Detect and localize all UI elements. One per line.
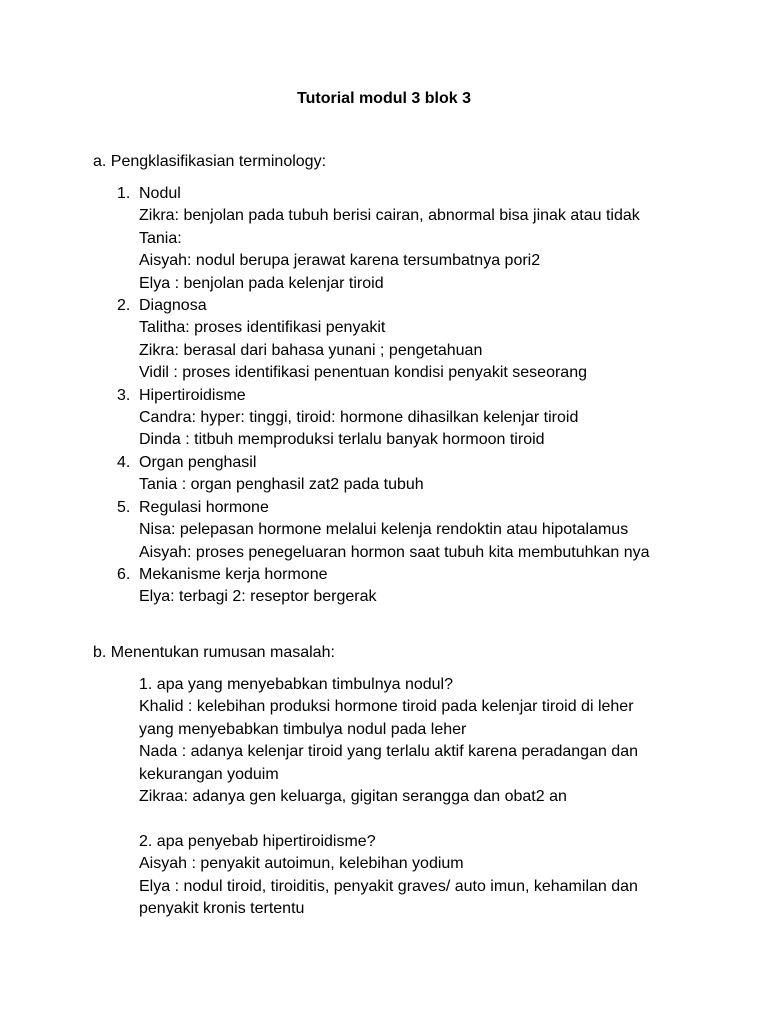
list-item — [117, 295, 717, 385]
section-a-heading: a. Pengklasifikasian terminology: — [93, 153, 327, 170]
item-line: Candra: hyper: tinggi, tiroid: hormone dihasilkan kelenjar tiroid — [139, 409, 579, 427]
item-line: Elya: terbagi 2: reseptor bergerak — [139, 588, 377, 606]
item-line: Vidil : proses identifikasi penentuan kondisi penyakit seseorang — [139, 364, 587, 382]
question-block — [139, 674, 699, 808]
item-term: Regulasi hormone — [139, 498, 269, 516]
answer-line: Zikraa: adanya gen keluarga, gigitan serangga dan obat2 an — [139, 788, 567, 806]
list-item — [117, 497, 717, 564]
list-item — [117, 452, 717, 497]
answer-line: kekurangan yoduim — [139, 765, 279, 783]
answer-line: penyakit kronis tertentu — [139, 900, 305, 918]
item-number: 5. — [117, 498, 131, 516]
item-line: Elya : benjolan pada kelenjar tiroid — [139, 274, 384, 292]
terminology-list — [117, 183, 717, 609]
answer-line: Nada : adanya kelenjar tiroid yang terlalu aktif karena peradangan dan — [139, 743, 638, 761]
list-item — [117, 564, 717, 609]
list-item — [117, 183, 717, 295]
item-number: 3. — [117, 386, 131, 404]
answer-line: Aisyah : penyakit autoimun, kelebihan yodium — [139, 855, 464, 873]
item-number: 1. — [117, 185, 131, 202]
item-line: Dinda : titbuh memproduksi terlalu banyak hormoon tiroid — [139, 431, 545, 449]
item-line: Aisyah: nodul berupa jerawat karena tersumbatnya pori2 — [139, 252, 541, 270]
item-term: Nodul — [139, 185, 181, 202]
item-number: 2. — [117, 297, 131, 315]
item-term: Diagnosa — [139, 297, 207, 315]
item-line: Tania: — [139, 229, 182, 247]
section-b-heading: b. Menentukan rumusan masalah: — [93, 644, 335, 661]
answer-line: Khalid : kelebihan produksi hormone tiroid pada kelenjar tiroid di leher — [139, 698, 634, 716]
item-line: Aisyah: proses penegeluaran hormon saat tubuh kita membutuhkan nya — [139, 543, 650, 561]
item-line: Talitha: proses identifikasi penyakit — [139, 319, 386, 337]
item-line: Nisa: pelepasan hormone melalui kelenja rendoktin atau hipotalamus — [139, 521, 629, 539]
item-term: Organ penghasil — [139, 453, 257, 471]
item-line: Zikra: berasal dari bahasa yunani ; pengetahuan — [139, 341, 483, 359]
answer-line: Elya : nodul tiroid, tiroiditis, penyakit graves/ auto imun, kehamilan dan — [139, 877, 638, 895]
item-term: Mekanisme kerja hormone — [139, 565, 328, 583]
question-title: 1. apa yang menyebabkan timbulnya nodul? — [139, 676, 453, 693]
list-item — [117, 385, 717, 452]
question-title: 2. apa penyebab hipertiroidisme? — [139, 833, 376, 850]
item-number: 4. — [117, 453, 131, 471]
page-title: Tutorial modul 3 blok 3 — [297, 90, 471, 107]
answer-line: yang menyebabkan timbulya nodul pada leher — [139, 720, 467, 738]
item-number: 6. — [117, 565, 131, 583]
item-line: Zikra: benjolan pada tubuh berisi cairan, abnormal bisa jinak atau tidak — [139, 207, 640, 225]
item-term: Hipertiroidisme — [139, 386, 246, 404]
item-line: Tania : organ penghasil zat2 pada tubuh — [139, 476, 424, 494]
question-block — [139, 831, 699, 921]
